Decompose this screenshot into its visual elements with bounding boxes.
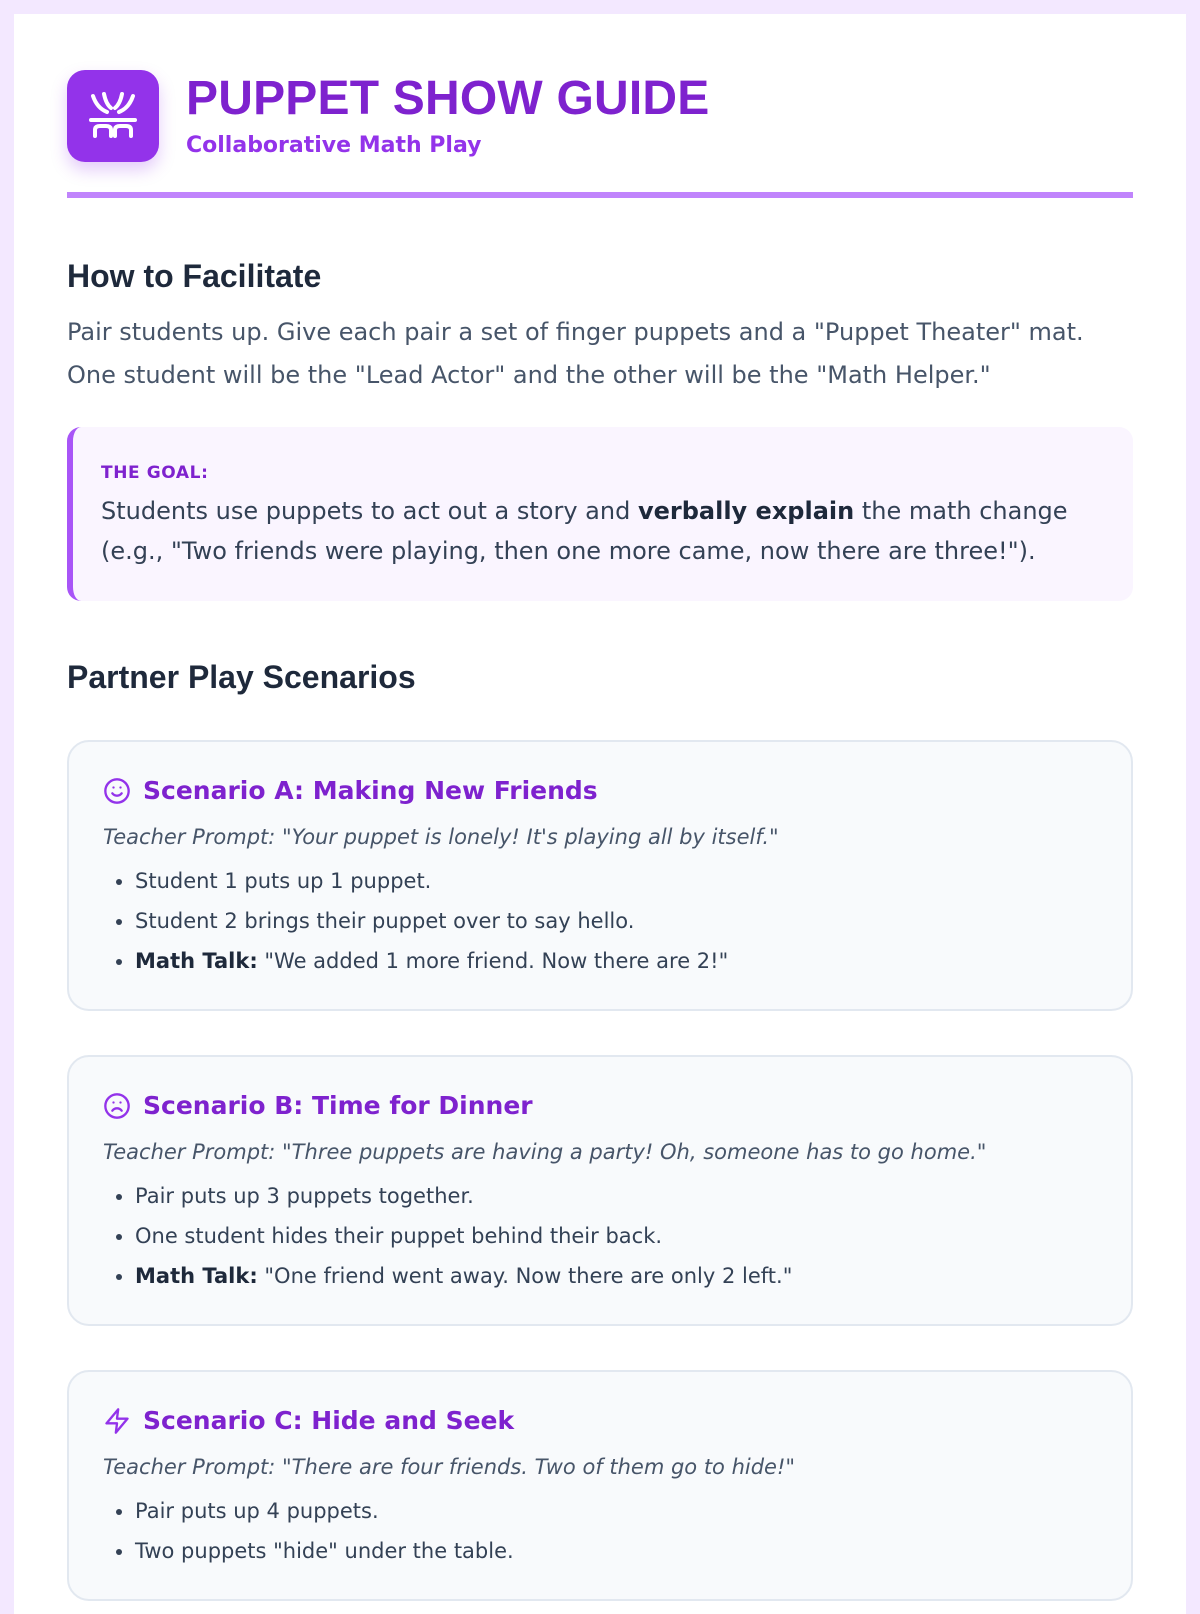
header-text: [186, 74, 709, 157]
math-talk-label: Math Talk:: [135, 1264, 258, 1288]
header: [67, 14, 1133, 162]
lightning-icon: [103, 1407, 131, 1435]
step-item: • Pair puts up 4 puppets.: [135, 1491, 1097, 1531]
math-talk-item: [135, 1256, 1097, 1296]
frown-icon: [103, 1092, 131, 1120]
goal-text-bold: verbally explain: [637, 497, 855, 525]
scenario-title-row: [103, 1091, 1097, 1120]
goal-callout: [67, 427, 1133, 601]
scenarios-heading: Partner Play Scenarios: [67, 659, 416, 695]
scenario-title: Scenario C: Hide and Seek: [143, 1406, 515, 1435]
step-item: • Student 1 puts up 1 puppet.: [135, 861, 1097, 901]
step-item: • Two puppets "hide" under the table.: [135, 1531, 1097, 1571]
math-talk-text: "We added 1 more friend. Now there are 2!": [257, 949, 729, 973]
teacher-prompt: Teacher Prompt: "Your puppet is lonely! It's playing all by itself.": [103, 825, 779, 849]
goal-label: THE GOAL:: [101, 463, 209, 483]
page-subtitle: Collaborative Math Play: [186, 132, 482, 158]
guide-page: [14, 14, 1186, 1614]
scenario-card: [67, 740, 1133, 1011]
teacher-prompt: Teacher Prompt: "There are four friends. Two of them go to hide!": [103, 1455, 796, 1479]
facilitate-heading: How to Facilitate: [67, 258, 322, 294]
scenario-title-row: [103, 776, 1097, 805]
scenario-title-row: [103, 1406, 1097, 1435]
goal-text-before: Students use puppets to act out a story and: [101, 497, 638, 525]
teacher-prompt: Teacher Prompt: "Three puppets are having a party! Oh, someone has to go home.": [103, 1140, 987, 1164]
math-talk-text: "One friend went away. Now there are only 2 left.": [257, 1264, 793, 1288]
smile-icon: [103, 777, 131, 805]
scenario-card: [67, 1055, 1133, 1326]
math-talk-item: [135, 941, 1097, 981]
page-title: PUPPET SHOW GUIDE: [186, 72, 710, 126]
header-divider: [67, 192, 1133, 198]
math-talk-label: Math Talk:: [135, 949, 258, 973]
goal-text: [101, 491, 1103, 571]
theater-icon: [67, 70, 159, 162]
facilitate-text: Pair students up. Give each pair a set of finger puppets and a "Puppet Theater" mat. One student will be the "Lead Actor" and the other will be the "Math Helper.": [67, 318, 1084, 389]
scenario-card: [67, 1370, 1133, 1601]
step-list: [103, 1491, 1097, 1571]
scenario-title: Scenario B: Time for Dinner: [143, 1091, 533, 1120]
step-list: [103, 1176, 1097, 1296]
step-item: • Pair puts up 3 puppets together.: [135, 1176, 1097, 1216]
step-list: [103, 861, 1097, 981]
scenario-title: Scenario A: Making New Friends: [143, 776, 598, 805]
step-item: • Student 2 brings their puppet over to say hello.: [135, 901, 1097, 941]
step-item: • One student hides their puppet behind their back.: [135, 1216, 1097, 1256]
goal-text-after: the math change (e.g., "Two friends were playing, then one more came, now there are three!").: [101, 497, 1068, 565]
